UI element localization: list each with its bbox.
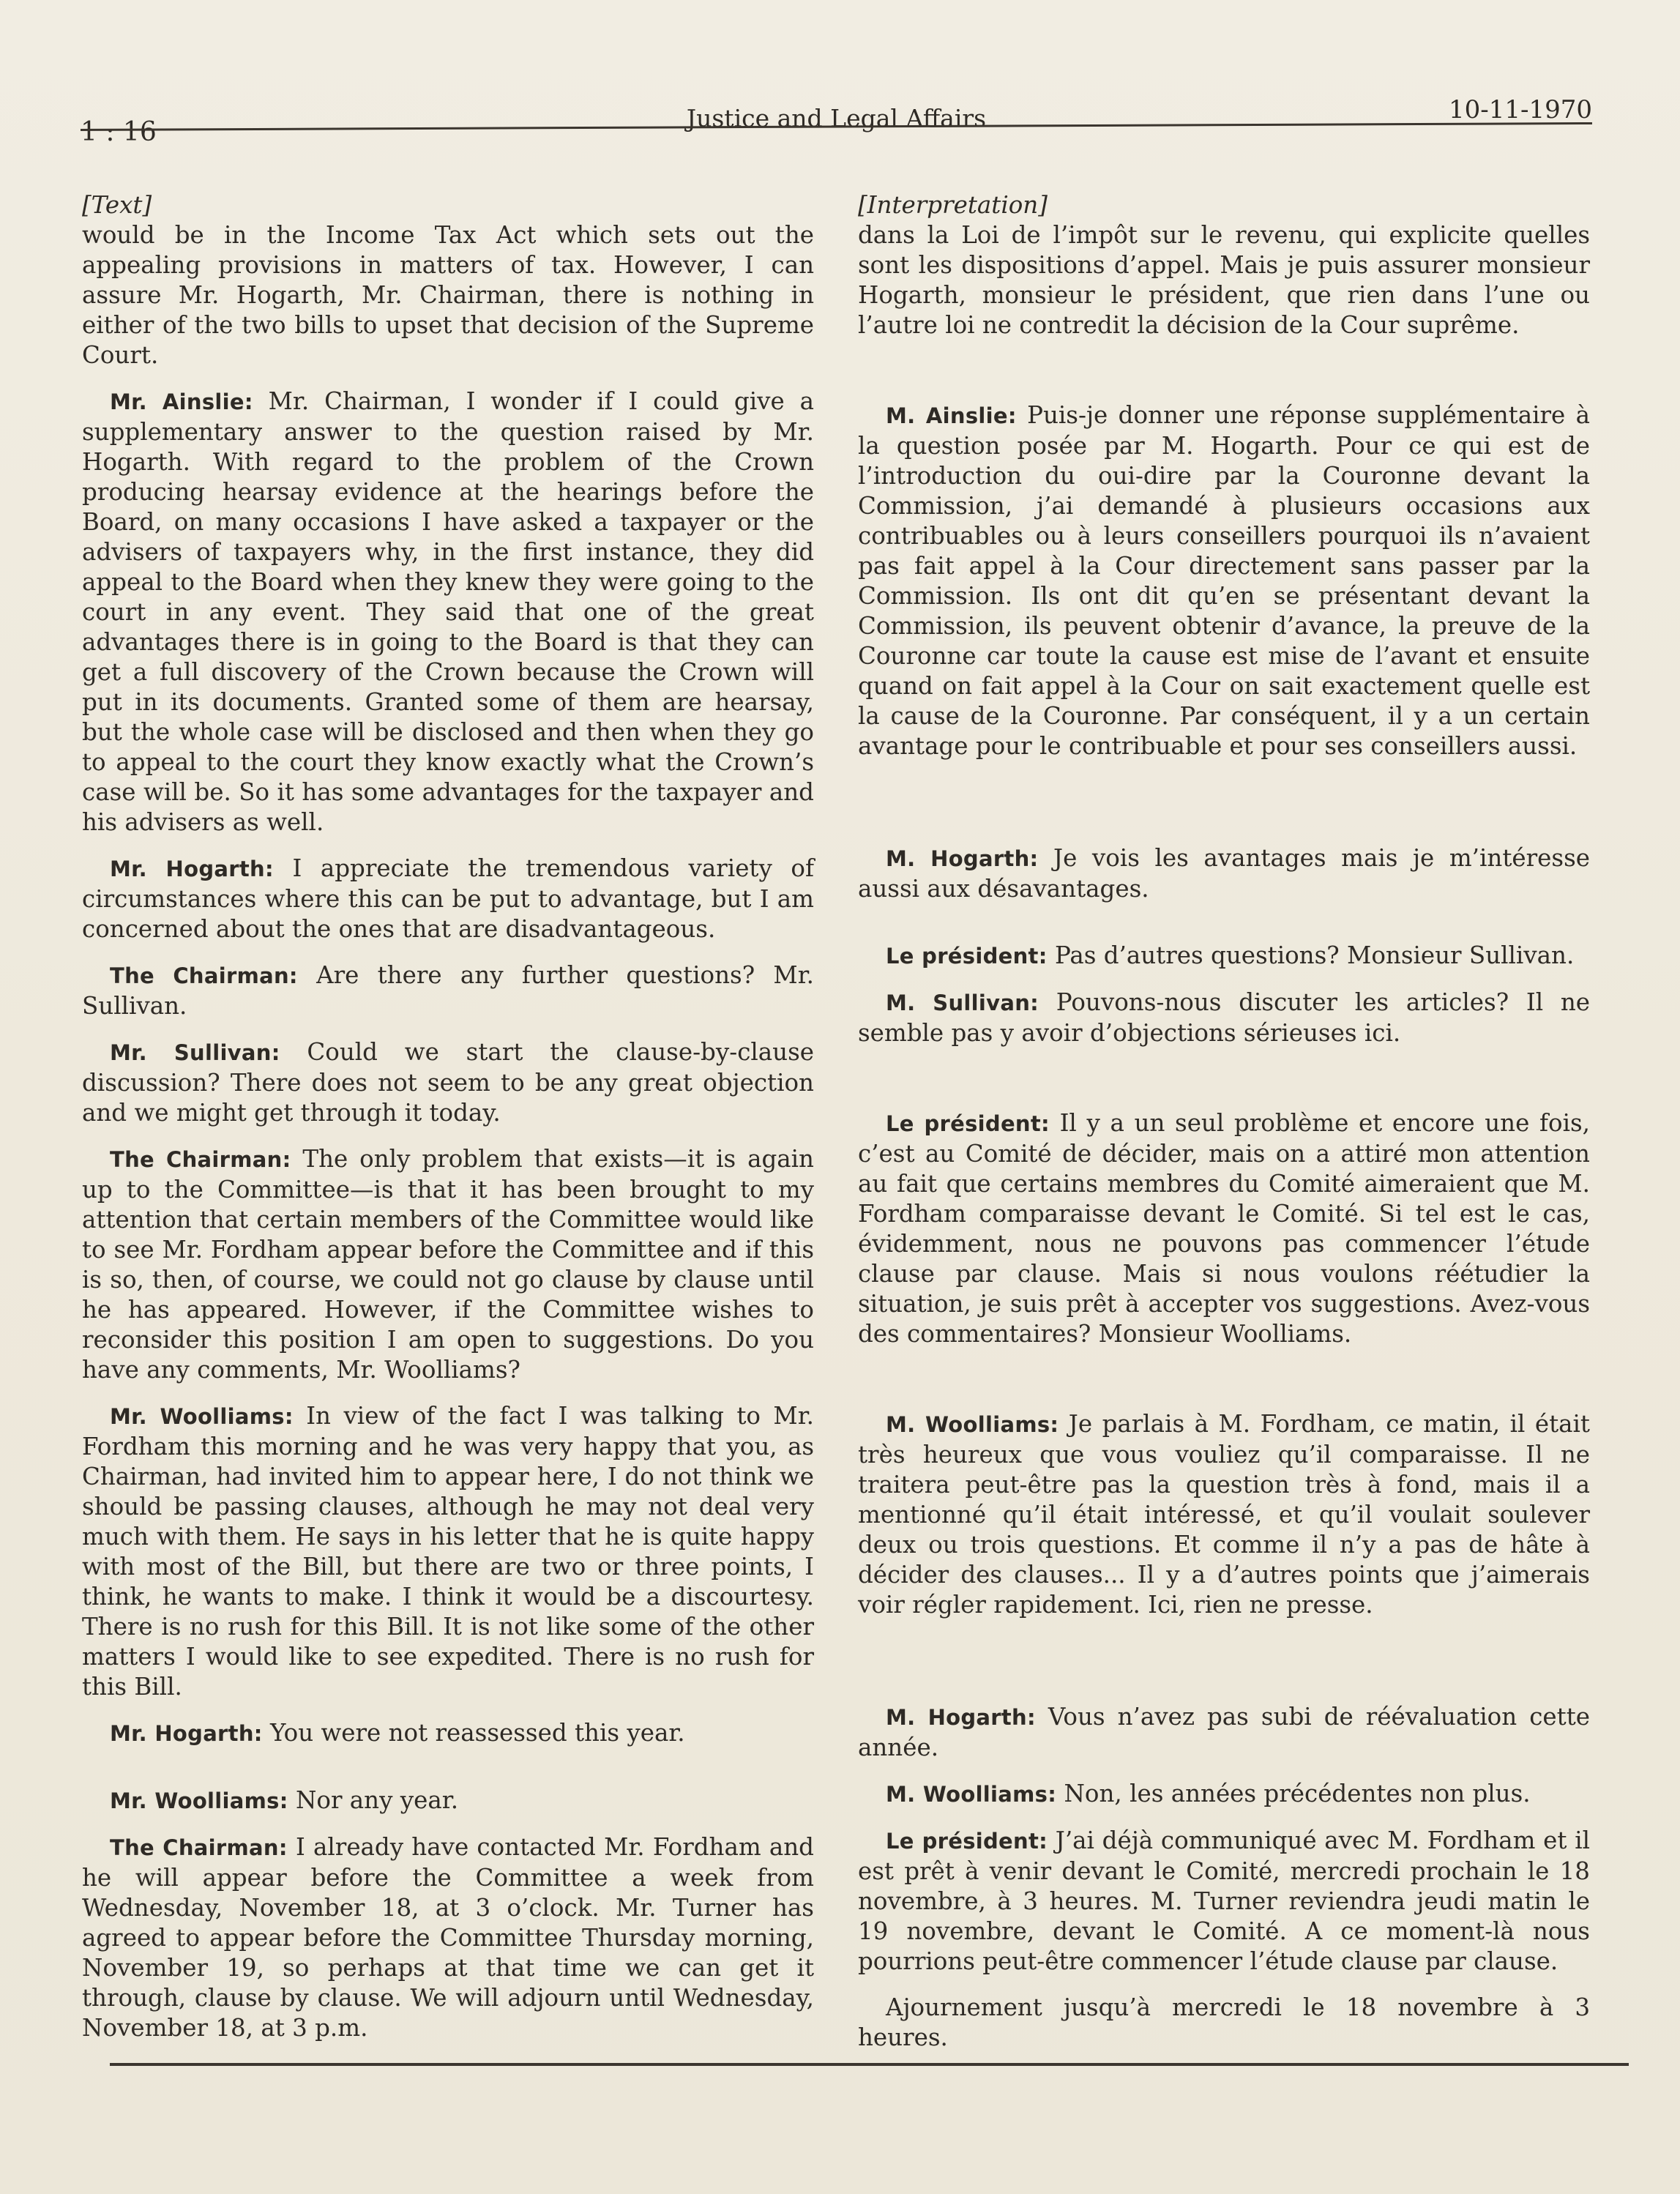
page-header — [81, 95, 1592, 147]
paragraph — [858, 1779, 1590, 1810]
spacer — [858, 920, 1590, 941]
english-column — [82, 190, 814, 2059]
paragraph-text: Je parlais à M. Fordham, ce matin, il était très heureux que vous vouliez qu’il comparaisse. Il ne traitera peut-être pas la question très à fond, mais il a mentionné qu’il était intéressé, et qu’il voulait soulever deux ou trois questions. Et comme il n’y a pas de hâte à décider des clauses... Il y a d’autres points que j’aimerais voir régler rapidement. Ici, rien ne presse. — [858, 1410, 1590, 1619]
paragraph-text: Je vois les avantages mais je m’intéresse aussi aux désavantages. — [858, 844, 1590, 903]
speaker-name: Mr. Hogarth: — [110, 1721, 263, 1746]
paragraph — [82, 960, 814, 1021]
paragraph — [858, 843, 1590, 904]
speaker-name: M. Woolliams: — [886, 1412, 1059, 1437]
paragraph — [82, 1144, 814, 1385]
paragraph — [82, 1401, 814, 1702]
speaker-name: M. Woolliams: — [886, 1782, 1057, 1807]
paragraph-text: Il y a un seul problème et encore une fois, c’est au Comité de décider, mais on a attiré mon attention au fait que certains membres du Comité aimeraient que M. Fordham comparaisse devant le Comité. Si tel est le cas, évidemment, nous ne pouvons pas commencer l’étude clause par clause. Mais si nous voulons réétudier la situation, je suis prêt à accepter vos suggestions. Avez-vous des commentaires? Monsieur Woolliams. — [858, 1109, 1590, 1348]
paragraph — [858, 988, 1590, 1048]
paragraph — [858, 400, 1590, 761]
speaker-name: Mr. Hogarth: — [110, 857, 274, 881]
paragraph — [858, 941, 1590, 971]
column-tag: [Interpretation] — [858, 191, 1048, 219]
paragraph — [82, 1037, 814, 1128]
paragraph — [82, 1786, 814, 1816]
speaker-name: Le président: — [886, 1829, 1048, 1854]
spacer — [858, 1636, 1590, 1702]
paragraph — [858, 220, 1590, 340]
spacer — [82, 1765, 814, 1786]
speaker-name: M. Hogarth: — [886, 846, 1039, 871]
speaker-name: M. Sullivan: — [886, 990, 1039, 1015]
speaker-name: M. Hogarth: — [886, 1705, 1036, 1730]
paragraph — [858, 1108, 1590, 1349]
paragraph-text: Vous n’avez pas subi de réévaluation cette année. — [858, 1703, 1590, 1761]
page-number: 1 : 16 — [81, 117, 157, 147]
paragraph-text: Nor any year. — [288, 1786, 459, 1814]
speaker-name: Mr. Ainslie: — [110, 389, 253, 414]
paragraph — [858, 1409, 1590, 1620]
page-date: 10-11-1970 — [1448, 95, 1592, 124]
speaker-name: Mr. Woolliams: — [110, 1788, 288, 1813]
french-column — [858, 190, 1590, 2069]
paragraph — [82, 1832, 814, 2043]
paragraph-text: would be in the Income Tax Act which sets out the appealing provisions in matters of tax. However, I can assure Mr. Hogarth, Mr. Chairman, there is nothing in either of the two bills to upset that decision of the Supreme Court. — [82, 221, 814, 369]
spacer — [858, 777, 1590, 843]
paragraph — [82, 387, 814, 837]
paragraph-text: I already have contacted Mr. Fordham and he will appear before the Committee a week from Wednesday, November 18, at 3 o’clock. Mr. Turner has agreed to appear before the Committee Thursday morning, November 19, so perhaps at that time we can get it through, clause by clause. We will adjourn until Wednesday, November 18, at 3 p.m. — [82, 1833, 814, 2042]
paragraph-text: Ajournement jusqu’à mercredi le 18 novembre à 3 heures. — [858, 1993, 1590, 2051]
paragraph-text: Could we start the clause-by-clause discussion? There does not seem to be any great objection and we might get through it today. — [82, 1038, 815, 1127]
paragraph-text: Non, les années précédentes non plus. — [1056, 1780, 1531, 1807]
paragraph-text: In view of the fact I was talking to Mr. Fordham this morning and he was very happy that you, as Chairman, had invited him to appear here, I do not think we should be passing clauses, although he may not deal very much with them. He says in his letter that he is quite happy with most of the Bill, but there are two or three points, I think, he wants to make. I think it would be a discourtesy. There is no rush for this Bill. It is not like some of the other matters I would like to see expedited. There is no rush for this Bill. — [82, 1402, 814, 1701]
paragraph-text: Pouvons-nous discuter les articles? Il ne semble pas y avoir d’objections sérieuses ici. — [858, 988, 1590, 1047]
speaker-name: M. Ainslie: — [886, 403, 1017, 428]
spacer — [858, 1365, 1590, 1409]
spacer — [858, 1064, 1590, 1108]
speaker-name: Mr. Woolliams: — [110, 1404, 294, 1429]
footer-rule — [110, 2063, 1629, 2066]
speaker-name: Le président: — [886, 1111, 1050, 1136]
paragraph-text: Mr. Chairman, I wonder if I could give a supplementary answer to the question raised by Mr. Hogarth. With regard to the problem of the Crown producing hearsay evidence at the hearings before the Board, on many occasions I have asked a taxpayer or the advisers of taxpayers why, in the first instance, they did appeal to the Board when they knew they were going to the court in any event. They said that one of the great advantages there is in going to the Board is that they can get a full discovery of the Crown because the Crown will put in its documents. Granted some of them are hearsay, but the whole case will be disclosed and then when they go to appeal to the court they know exactly what the Crown’s case will be. So it has some advantages for the taxpayer and his advisers as well. — [82, 387, 814, 836]
speaker-name: Mr. Sullivan: — [110, 1040, 280, 1065]
paragraph-text: I appreciate the tremendous variety of circumstances where this can be put to advantage, but I am concerned about the ones that are disadvantageous. — [82, 854, 814, 943]
paragraph-text: The only problem that exists—it is again up to the Committee—is that it has been brought to my attention that certain members of the Committee would like to see Mr. Fordham appear before the Committee and if this is so, then, of course, we could not go clause by clause until he has appeared. However, if the Committee wishes to reconsider this position I am open to suggestions. Do you have any comments, Mr. Woolliams? — [82, 1145, 814, 1384]
paragraph — [858, 1993, 1590, 2053]
speaker-name: The Chairman: — [110, 963, 298, 988]
page-title: Justice and Legal Affairs — [686, 104, 987, 133]
paragraph — [82, 220, 814, 370]
speaker-name: Le président: — [886, 944, 1048, 969]
paragraph — [82, 854, 814, 944]
paragraph — [858, 1702, 1590, 1763]
paragraph-text: J’ai déjà communiqué avec M. Fordham et il est prêt à venir devant le Comité, mercredi prochain le 18 novembre, à 3 heures. M. Turner reviendra jeudi matin le 19 novembre, devant le Comité. A ce moment-là nous pourrions peut-être commencer l’étude clause par clause. — [858, 1827, 1590, 1975]
paragraph-text: You were not reassessed this year. — [262, 1719, 685, 1747]
spacer — [858, 357, 1590, 400]
paragraph-text: Puis-je donner une réponse supplémentaire à la question posée par M. Hogarth. Pour ce qui est de l’introduction du oui-dire par la Couronne devant la Commission, j’ai demandé à plusieurs occasions aux contribuables ou à leurs conseillers pourquoi ils n’avaient pas fait appel à la Cour directement sans passer par la Commission. Ils ont dit qu’en se présentant devant la Commission, ils peuvent obtenir d’avance, la preuve de la Couronne car toute la cause est mise de l’avant et ensuite quand on fait appel à la Cour on sait exactement quelle est la cause de la Couronne. Par conséquent, il y a un certain avantage pour le contribuable et pour ses conseillers aussi. — [858, 401, 1590, 760]
column-tag: [Text] — [82, 191, 152, 219]
speaker-name: The Chairman: — [110, 1147, 291, 1172]
paragraph-text: Pas d’autres questions? Monsieur Sullivan. — [1047, 941, 1575, 969]
speaker-name: The Chairman: — [110, 1835, 288, 1860]
paragraph-text: dans la Loi de l’impôt sur le revenu, qui explicite quelles sont les dispositions d’appel. Mais je puis assurer monsieur Hogarth, monsieur le président, que rien dans l’une ou l’autre loi ne contredit la décision de la Cour suprême. — [858, 221, 1590, 339]
paragraph — [82, 1718, 814, 1749]
paragraph — [858, 1826, 1590, 1977]
paragraph-text: Are there any further questions? Mr. Sullivan. — [82, 961, 814, 1020]
